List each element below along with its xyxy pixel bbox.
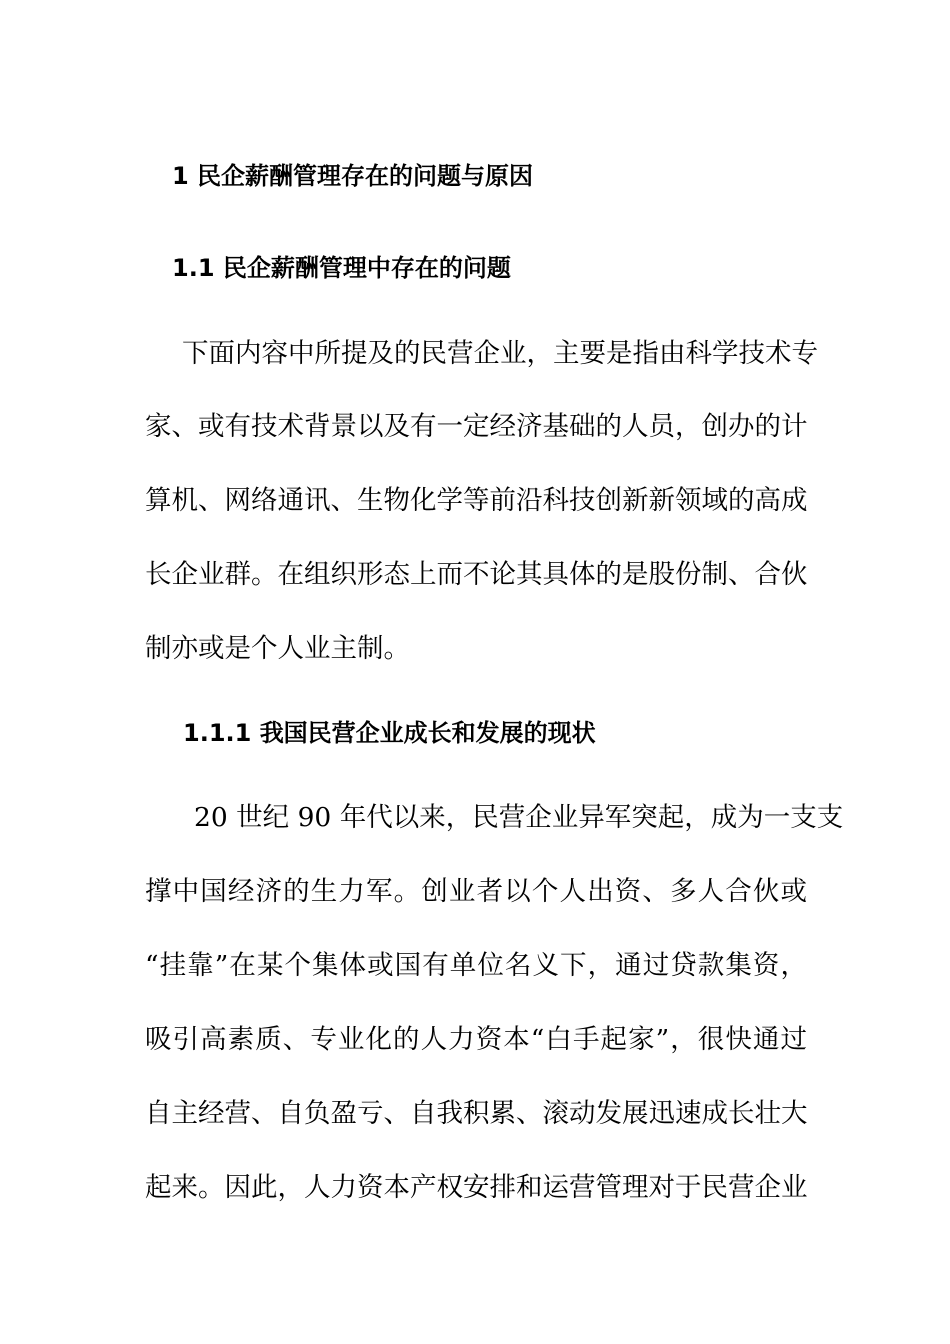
paragraph-line: 起来。因此，人力资本产权安排和运营管理对于民营企业: [145, 1172, 808, 1203]
paragraph-line: 制亦或是个人业主制。: [145, 633, 410, 664]
paragraph-line: 吸引高素质、专业化的人力资本“白手起家”，很快通过: [145, 1024, 807, 1055]
paragraph-line: 家、或有技术背景以及有一定经济基础的人员，创办的计: [145, 411, 808, 442]
section-heading-1: 1 民企薪酬管理存在的问题与原因: [172, 162, 534, 190]
section-heading-1-1: 1.1 民企薪酬管理中存在的问题: [172, 254, 511, 282]
paragraph-line: 长企业群。在组织形态上而不论其具体的是股份制、合伙: [145, 559, 808, 590]
paragraph-line: 20 世纪 90 年代以来，民营企业异军突起，成为一支支: [194, 802, 844, 833]
paragraph-line: 撑中国经济的生力军。创业者以个人出资、多人合伙或: [145, 876, 807, 907]
paragraph-line: 下面内容中所提及的民营企业，主要是指由科学技术专: [182, 338, 818, 369]
paragraph-line: 算机、网络通讯、生物化学等前沿科技创新新领域的高成: [145, 485, 808, 516]
paragraph-line: 自主经营、自负盈亏、自我积累、滚动发展迅速成长壮大: [145, 1098, 808, 1129]
paragraph-line: “挂靠”在某个集体或国有单位名义下，通过贷款集资，: [145, 950, 807, 981]
section-heading-1-1-1: 1.1.1 我国民营企业成长和发展的现状: [183, 719, 596, 747]
